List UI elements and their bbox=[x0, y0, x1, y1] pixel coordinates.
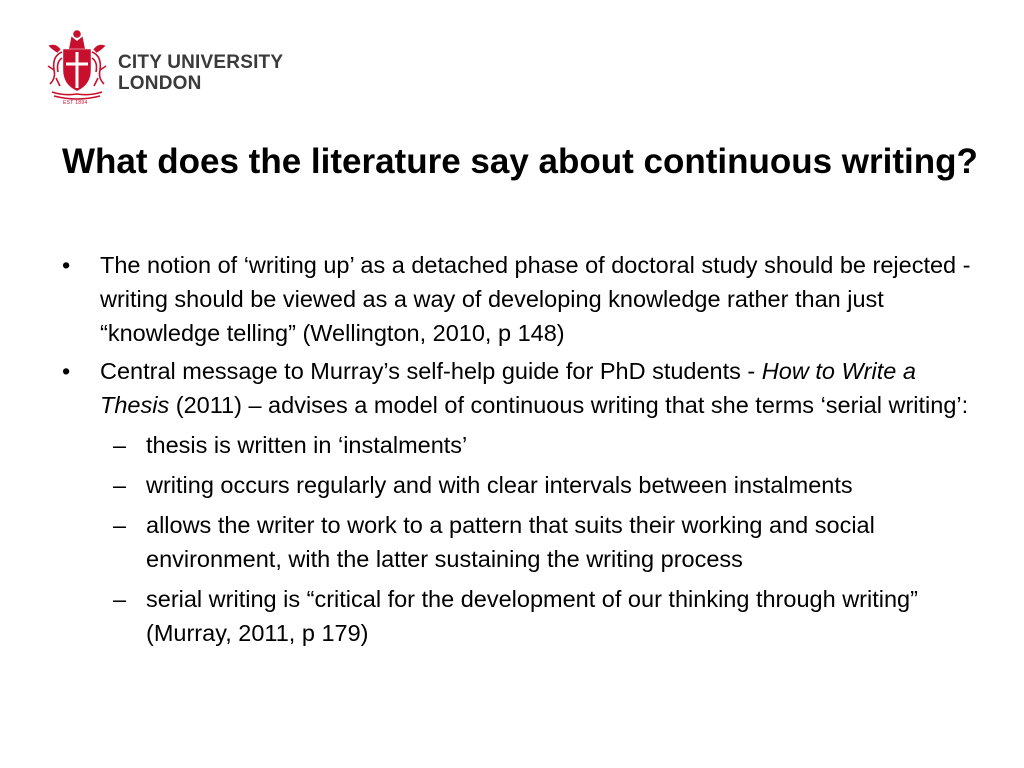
sub-bullet-item bbox=[62, 468, 972, 502]
bullet-marker: • bbox=[62, 358, 71, 384]
sub-bullet-text: thesis is written in ‘instalments’ bbox=[146, 432, 468, 458]
bullet-item bbox=[62, 354, 972, 422]
bullet-item bbox=[62, 248, 972, 350]
university-logo bbox=[44, 26, 304, 108]
sub-bullet-text: serial writing is “critical for the development of our thinking through writing” (Murray, 2011, p 179) bbox=[146, 586, 918, 646]
sub-bullet-marker: – bbox=[113, 432, 127, 458]
sub-bullet-text: writing occurs regularly and with clear intervals between instalments bbox=[146, 472, 853, 498]
slide-title: What does the literature say about continuous writing? bbox=[62, 142, 978, 181]
bullet-text: The notion of ‘writing up’ as a detached phase of doctoral study should be rejected - writing should be viewed as a way of developing knowledge rather than just “knowledge telling” (Wellington, 2010, p 148) bbox=[100, 252, 971, 346]
sub-bullet-item bbox=[62, 508, 972, 576]
sub-bullet-marker: – bbox=[113, 472, 127, 498]
logo-established-text: EST 1894 bbox=[63, 100, 88, 106]
university-crest-icon bbox=[44, 26, 110, 108]
sub-bullet-marker: – bbox=[113, 512, 127, 538]
slide-body bbox=[62, 248, 972, 654]
bullet-marker: • bbox=[62, 252, 71, 278]
bullet-text-before: Central message to Murray’s self-help guide for PhD students - bbox=[100, 358, 762, 384]
sub-bullet-item bbox=[62, 428, 972, 462]
logo-wordmark bbox=[118, 52, 283, 94]
sub-bullet-marker: – bbox=[113, 586, 127, 612]
book-title: How to Write a Thesis bbox=[100, 358, 916, 418]
sub-bullet-text: allows the writer to work to a pattern that suits their working and social environment, with the latter sustaining the writing process bbox=[146, 512, 875, 572]
logo-line-2: LONDON bbox=[118, 73, 202, 94]
sub-bullet-item bbox=[62, 582, 972, 650]
logo-line-1: CITY UNIVERSITY bbox=[118, 52, 284, 73]
bullet-text-after: (2011) – advises a model of continuous writing that she terms ‘serial writing’: bbox=[169, 392, 969, 418]
